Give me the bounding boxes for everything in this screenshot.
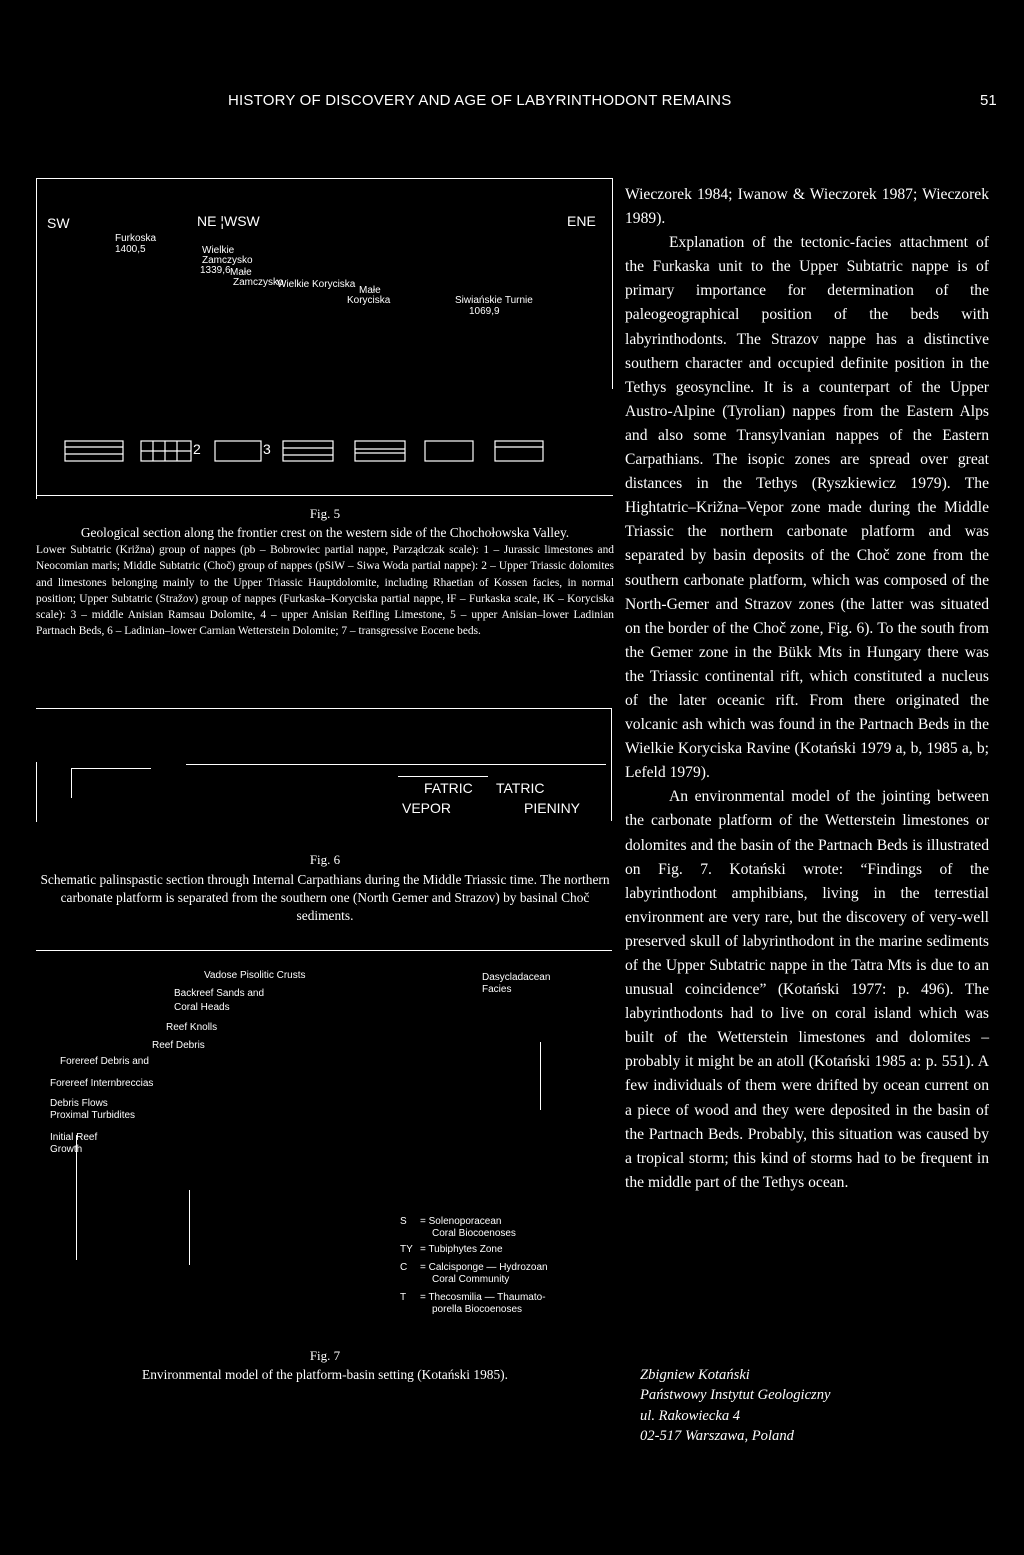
label-siwianskie: Siwiańskie Turnie: [455, 295, 533, 306]
fig6-caption: Schematic palinspastic section through Internal Carpathians during the Middle Triassic time. The northern carbonate platform is separated from the southern one (North Gemer and Strazov) by basinal Choč sediments.: [40, 872, 610, 923]
figure-7-section: [36, 950, 612, 1340]
label-facies: Facies: [482, 984, 512, 995]
label-vepor: VEPOR: [402, 800, 452, 816]
label-male: Małe: [230, 267, 252, 278]
author-institute: Państwowy Instytut Geologiczny: [640, 1387, 831, 1404]
fig5-label: Fig. 5: [309, 506, 341, 521]
label-koryciska: Koryciska: [347, 295, 391, 306]
label-sw: SW: [47, 215, 70, 231]
author-city: 02-517 Warszawa, Poland: [640, 1427, 794, 1444]
key-c-value-2: Coral Community: [432, 1274, 510, 1285]
fig7-label: Fig. 7: [309, 1348, 341, 1363]
frame-line: [37, 495, 613, 496]
key-c: C: [400, 1262, 408, 1273]
label-zamczysko: Zamczysko: [202, 255, 253, 266]
legend-label-2: 2: [193, 441, 201, 457]
label-growth: Growth: [50, 1144, 83, 1155]
label-vadose: Vadose Pisolitic Crusts: [204, 970, 306, 981]
label-forereef-inter: Forereef Internbreccias: [50, 1078, 154, 1089]
body-text-column: [625, 183, 989, 1195]
label-forereef-debris: Forereef Debris and: [60, 1056, 149, 1067]
label-reef-knolls: Reef Knolls: [166, 1022, 218, 1033]
fig5-legend-symbols: [37, 437, 613, 467]
fig5-legend-text: Lower Subtatric (Križna) group of nappes (pb – Bobrowiec partial nappe, Parządczak scale): 1 – Jurassic limestones and Neocomian marls; Middle Subtatric (Choč) group of nappes (pSiW – Siwa Woda partial nappe): 2 – Upper Triassic dolomites and limestones belonging mainly to the Upper Triassic Hauptdolomite, including Rhaetian of Kossen facies, in normal position; Upper Subtatric (Stražov) group of nappes (Furkaska–Koryciska partial nappe, łF – Furkaska scale, łK – Koryciska scale): 3 – middle Anisian Ramsau Dolomite, 4 – upper Anisian Reifling Limestone, 5 – upper Anisian–lower Ladinian Partnach Beds, 6 – Ladinian–lower Carnian Wetterstein Dolomite; 7 – transgressive Eocene beds.: [36, 544, 614, 638]
paragraph-3: An environmental model of the jointing between the carbonate platform of the Wetterstein limestones or dolomites and the basin of the Partnach Beds is illustrated on Fig. 7. Kotański wrote: “Findings of the labyrinthodont amphibians, living in the terrestial environment are very rare, but the discovery of very-well preserved skull of labyrinthodont in the marine sediments of the Upper Subtatric nappe in the Tatra Mts is due to an unusual coincidence” (Kotański 1977: p. 496). The labyrinthodonts had to live on coral island which was built of the Wetterstein limestones and dolomites – probably it might be an atoll (Kotański 1985 a: p. 551). A few individuals of them were drifted by ocean current on a piece of wood and they were deposited in the basin of the Partnach Beds. Probably, this situation was caused by a tropical storm; this kind of storms had to be frequent in the middle part of the Tethys ocean.: [625, 788, 989, 1191]
label-zamczysko-height: 1339,6: [200, 265, 231, 276]
author-street: ul. Rakowiecka 4: [640, 1407, 741, 1424]
paragraph-2: Explanation of the tectonic-facies attachment of the Furkaska unit to the Upper Subtatric nappe is of primary importance for determination of the paleogeographical position of the beds with labyrinthodonts. The Strazov nappe has a distinctive southern character and occupied definite position in the Tethys geosyncline. It is a counterpart of the Upper Austro-Alpine (Tyrolian) nappes from the Eastern Alps and also some Transylvanian nappes of the Eastern Carpathians. The isopic zones are spread over great distances in the Tethys (Ryszkiewicz 1979). The Hightatric–Križna–Vepor zone made during the Middle Triassic the northern carbonate platform and was separated by basin deposits of the Choč zone from the southern carbonate platform, which was composed of the North-Gemer and Strazov zones (the latter was situated on the border of the Choč zone, Fig. 6). To the south from the Gemer zone in the Bükk Mts in Hungary there was the Triassic continental rift, which constituted a nucleus of the later oceanic rift. From there originated the volcanic ash which was found in the Partnach Beds in the Wielkie Koryciska Ravine (Kotański 1979 a, b, 1985 a, b; Lefeld 1979).: [625, 234, 989, 782]
running-title: HISTORY OF DISCOVERY AND AGE OF LABYRINTHODONT REMAINS: [228, 92, 732, 109]
label-dasycladacean: Dasycladacean: [482, 972, 551, 983]
label-pieniny: PIENINY: [524, 800, 581, 816]
label-backreef: Backreef Sands and: [174, 988, 265, 999]
key-c-value: = Calcisponge — Hydrozoan: [420, 1262, 548, 1273]
key-s-value-2: Coral Biocoenoses: [432, 1228, 516, 1239]
key-t-value: = Thecosmilia — Thaumato-: [420, 1292, 546, 1303]
author-name: Zbigniew Kotański: [640, 1367, 750, 1383]
key-t: T: [400, 1292, 407, 1303]
label-ene: ENE: [567, 213, 596, 229]
fig5-caption: Geological section along the frontier crest on the western side of the Chochołowska Valley.: [80, 525, 570, 540]
legend-label-3: 3: [263, 441, 271, 457]
label-tatric: TATRIC: [496, 780, 545, 796]
label-ne-wsw: NE ¦WSW: [197, 213, 260, 229]
label-reef-debris: Reef Debris: [152, 1040, 205, 1051]
label-male-2: Małe: [359, 285, 381, 296]
label-initial-reef: Initial Reef: [50, 1132, 98, 1143]
label-proximal: Proximal Turbidites: [50, 1110, 136, 1121]
label-zamczysko-2: Zamczysko: [233, 277, 284, 288]
key-ty-value: = Tubiphytes Zone: [420, 1244, 503, 1255]
label-debris-flows: Debris Flows: [50, 1098, 108, 1109]
author-signature: [640, 1365, 831, 1446]
fig7-caption: Environmental model of the platform-basin setting (Kotański 1985).: [142, 1367, 508, 1382]
frame-line: [612, 179, 613, 389]
label-siwianskie-height: 1069,9: [469, 306, 500, 317]
key-ty: TY: [400, 1244, 413, 1255]
label-fatric: FATRIC: [424, 780, 473, 796]
label-furkoska-height: 1400,5: [115, 244, 146, 255]
label-wielkie-koryciska: Wielkie Koryciska: [277, 279, 356, 290]
label-coral-heads: Coral Heads: [174, 1002, 230, 1013]
figure-6-section: [36, 708, 612, 838]
key-s-value: = Solenoporacean: [420, 1216, 502, 1227]
paragraph-1: Wieczorek 1984; Iwanow & Wieczorek 1987; Wieczorek 1989).: [625, 186, 989, 228]
figure-5-section: [36, 178, 613, 499]
page-number: 51: [980, 92, 997, 109]
key-s: S: [400, 1216, 407, 1227]
page-header: [0, 92, 1024, 116]
label-wielkie: Wielkie: [202, 245, 235, 256]
fig6-label: Fig. 6: [309, 852, 341, 867]
key-t-value-2: porella Biocoenoses: [432, 1304, 523, 1315]
label-furkoska: Furkoska: [115, 233, 157, 244]
